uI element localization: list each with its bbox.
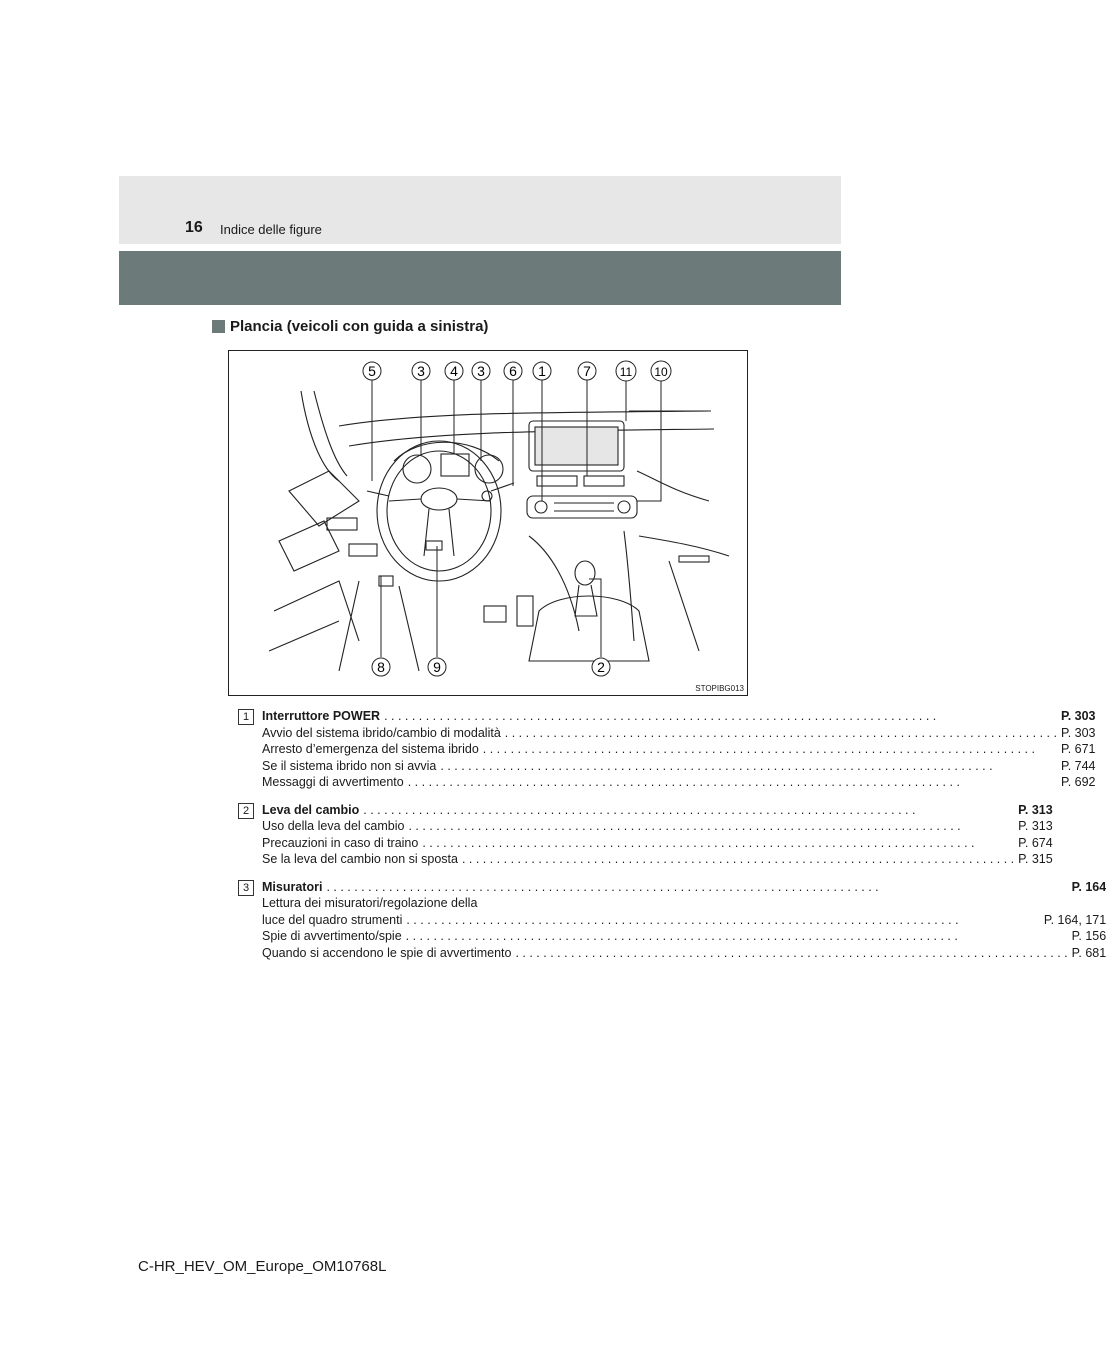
callout-3a — [412, 362, 430, 380]
entry-row — [262, 879, 1106, 896]
entry-row — [262, 758, 1096, 775]
callout-group-top — [363, 361, 671, 381]
entry-row — [262, 912, 1106, 929]
dot-leader — [515, 945, 1067, 962]
entry-row — [262, 708, 1096, 725]
list-item — [238, 802, 1053, 868]
svg-text:4: 4 — [450, 363, 458, 379]
entry-page: P. 313 — [1018, 802, 1053, 817]
dot-leader — [505, 725, 1057, 742]
entry-label: Interruttore POWER — [262, 709, 381, 723]
callout-11 — [616, 361, 636, 381]
entry-label: Quando si accendono le spie di avvertimento — [262, 945, 512, 960]
svg-text:2: 2 — [597, 659, 605, 675]
entry-row — [262, 851, 1053, 868]
entry-page: P. 156 — [1071, 929, 1106, 943]
page-number: 16 — [185, 219, 203, 236]
item-number-badge: 1 — [238, 709, 254, 725]
dot-leader — [483, 741, 1057, 758]
entry-label: Lettura dei misuratori/regolazione della — [262, 896, 478, 910]
entry-page: P. 744 — [1060, 758, 1096, 773]
svg-text:3: 3 — [477, 363, 485, 379]
dot-leader — [326, 879, 1067, 896]
entry-label: Messaggi di avvertimento — [262, 775, 404, 789]
item-number-badge: 3 — [238, 880, 254, 896]
entry-page: P. 692 — [1060, 775, 1096, 789]
entry-page: P. 164 — [1071, 879, 1106, 894]
dot-leader — [440, 758, 1057, 775]
callout-3b — [472, 362, 490, 380]
callout-9 — [428, 658, 446, 676]
entry-row — [262, 928, 1106, 945]
dashboard-illustration — [229, 351, 747, 695]
section-title: Indice delle figure — [220, 222, 322, 237]
entry-label: Misuratori — [262, 879, 323, 894]
dot-leader — [408, 774, 1057, 791]
svg-text:3: 3 — [417, 363, 425, 379]
svg-text:1: 1 — [538, 363, 546, 379]
callout-5 — [363, 362, 381, 380]
list-item — [238, 879, 1106, 962]
header-dark-band — [119, 251, 841, 305]
entry-label: Arresto d’emergenza del sistema ibrido — [262, 742, 479, 756]
entry-page: P. 671 — [1060, 742, 1096, 756]
item-list — [238, 708, 1106, 972]
entry-row — [262, 774, 1096, 791]
entry-label: Se il sistema ibrido non si avvia — [262, 758, 437, 773]
entry-row — [262, 818, 1053, 835]
dot-leader — [462, 851, 1014, 868]
entry-page: P. 303 — [1060, 709, 1096, 723]
entry-page: P. 681 — [1071, 945, 1106, 960]
entry-page: P. 164, 171 — [1043, 912, 1106, 927]
svg-text:6: 6 — [509, 363, 517, 379]
callout-2 — [592, 658, 610, 676]
entry-row — [262, 725, 1096, 742]
entry-row — [262, 945, 1106, 962]
entry-page: P. 303 — [1060, 725, 1096, 740]
entry-label: Se la leva del cambio non si sposta — [262, 852, 458, 866]
svg-text:11: 11 — [619, 365, 633, 379]
list-item — [238, 708, 1096, 791]
item-number-badge: 2 — [238, 803, 254, 819]
figure-code: STOPIBG013 — [695, 684, 744, 693]
section-heading — [212, 318, 488, 335]
dot-leader — [363, 802, 1014, 819]
entry-label: Leva del cambio — [262, 802, 360, 817]
dashboard-drawing — [269, 391, 729, 671]
entry-label: Avvio del sistema ibrido/cambio di modalità — [262, 725, 501, 740]
entry-row — [262, 741, 1096, 758]
dot-leader — [384, 708, 1057, 725]
svg-text:5: 5 — [368, 363, 376, 379]
svg-text:9: 9 — [433, 659, 441, 675]
entry-page: P. 313 — [1018, 819, 1053, 833]
entry-label: luce del quadro strumenti — [262, 912, 403, 927]
dot-leader — [406, 928, 1068, 945]
entry-row — [262, 802, 1053, 819]
svg-text:8: 8 — [377, 659, 385, 675]
dashboard-figure — [228, 350, 748, 696]
svg-text:7: 7 — [583, 363, 591, 379]
entry-label: Precauzioni in caso di traino — [262, 835, 419, 850]
callout-10 — [651, 361, 671, 381]
callout-6 — [504, 362, 522, 380]
entry-page: P. 315 — [1018, 852, 1053, 866]
entry-label: Uso della leva del cambio — [262, 819, 405, 833]
entry-page: P. 674 — [1018, 835, 1053, 850]
entry-label: Spie di avvertimento/spie — [262, 929, 402, 943]
dot-leader — [408, 818, 1014, 835]
callout-4 — [445, 362, 463, 380]
entry-row — [262, 895, 1106, 912]
heading-square-icon — [212, 320, 225, 333]
heading-text: Plancia (veicoli con guida a sinistra) — [230, 318, 489, 335]
footer-document-code: C-HR_HEV_OM_Europe_OM10768L — [138, 1258, 387, 1275]
callout-8 — [372, 658, 390, 676]
dot-leader — [422, 835, 1014, 852]
callout-7 — [578, 362, 596, 380]
svg-text:10: 10 — [654, 365, 668, 379]
callout-1 — [533, 362, 551, 380]
dot-leader — [406, 912, 1040, 929]
entry-row — [262, 835, 1053, 852]
